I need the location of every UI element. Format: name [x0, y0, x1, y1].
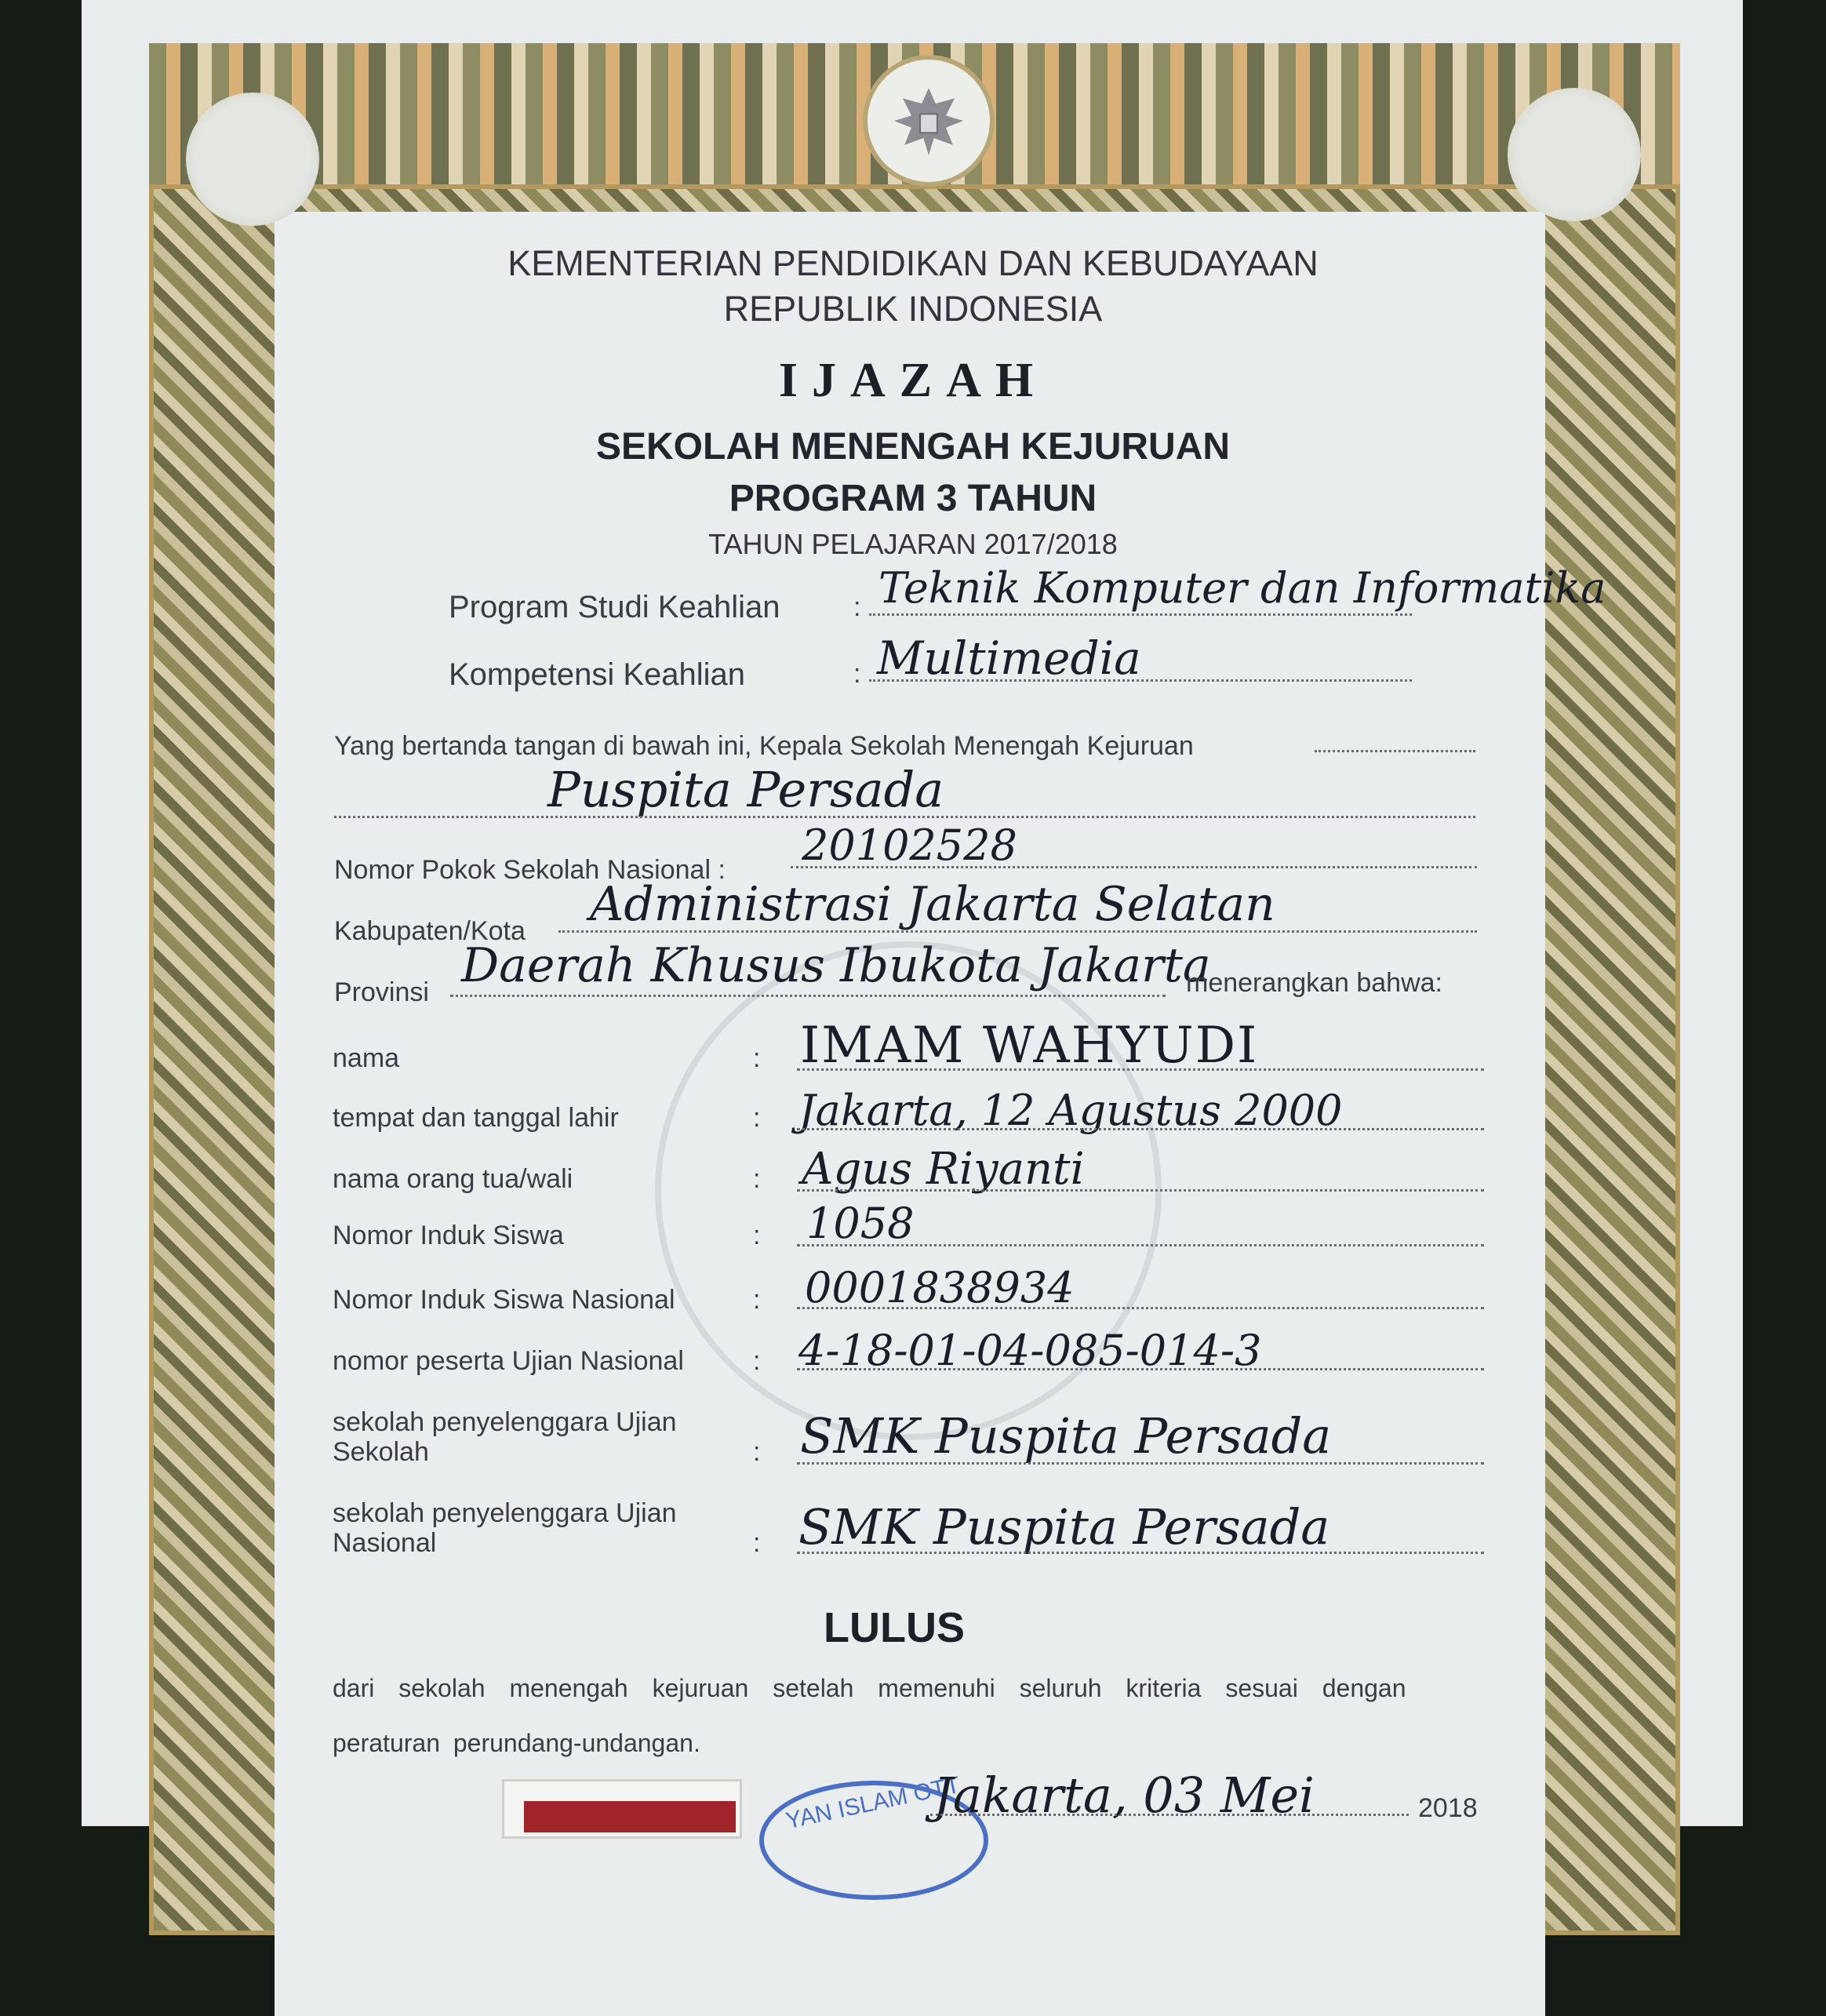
colon: : [753, 1346, 761, 1376]
school-type-heading: SEKOLAH MENENGAH KEJURUAN [595, 426, 1231, 468]
colon: : [753, 1043, 761, 1073]
dotted-line [869, 679, 1412, 682]
document-title: IJAZAH [778, 354, 1048, 407]
kabupaten-value: Administrasi Jakarta Selatan [590, 877, 1275, 932]
nisn-value: 0001838934 [805, 1263, 1075, 1312]
school-exam-value: SMK Puspita Persada [800, 1407, 1332, 1465]
name-label: nama [333, 1043, 400, 1073]
dotted-line [797, 1128, 1484, 1130]
dotted-line [334, 816, 1475, 818]
dotted-line [791, 866, 1477, 868]
dotted-line [797, 1368, 1484, 1370]
dotted-line [797, 1189, 1484, 1192]
academic-year: TAHUN PELAJARAN 2017/2018 [708, 528, 1118, 560]
birth-value: Jakarta, 12 Agustus 2000 [798, 1086, 1343, 1135]
dotted-line [797, 1068, 1484, 1071]
school-exam-label: sekolah penyelenggara Ujian [333, 1407, 677, 1437]
program-value: Teknik Komputer dan Informatika [878, 563, 1606, 613]
kabupaten-label: Kabupaten/Kota [334, 916, 526, 946]
colon: : [853, 659, 861, 689]
colon: : [753, 1437, 761, 1467]
statement-line-1: dari sekolah menengah kejuruan setelah memenuhi seluruh kriteria sesuai dengan [333, 1674, 1406, 1702]
colon: : [753, 1103, 761, 1133]
competency-value: Multimedia [877, 631, 1141, 685]
dotted-line [797, 1462, 1484, 1465]
dotted-line [869, 613, 1412, 616]
colon: : [753, 1221, 761, 1250]
provinsi-label: Provinsi [334, 977, 429, 1007]
national-exam-label: sekolah penyelenggara Ujian [333, 1498, 677, 1528]
parent-label: nama orang tua/wali [333, 1164, 573, 1194]
dotted-line [450, 995, 1166, 997]
exam-number-value: 4-18-01-04-085-014-3 [798, 1326, 1262, 1375]
name-value: IMAM WAHYUDI [800, 1017, 1259, 1075]
intro-text: Yang bertanda tangan di bawah ini, Kepala Sekolah Menengah Kejuruan [334, 731, 1194, 761]
dotted-line [558, 930, 1477, 933]
colon: : [753, 1285, 761, 1315]
exam-number-label: nomor peserta Ujian Nasional [333, 1346, 684, 1376]
place-date-value: Jakarta, 03 Mei [933, 1767, 1315, 1824]
statement-line-2: peraturan perundang-undangan. [333, 1729, 700, 1757]
school-exam-label-line2: Sekolah [333, 1437, 429, 1467]
national-exam-value: SMK Puspita Persada [798, 1498, 1330, 1556]
year-text: 2018 [1418, 1793, 1478, 1823]
dotted-line [797, 1307, 1484, 1309]
program-label: Program Studi Keahlian [449, 590, 780, 624]
dotted-line [930, 1814, 1409, 1816]
dotted-line [1315, 750, 1475, 752]
nis-value: 1058 [806, 1199, 915, 1248]
colon: : [853, 592, 861, 622]
birth-label: tempat dan tanggal lahir [333, 1103, 619, 1133]
states-text: menerangkan bahwa: [1186, 968, 1443, 998]
national-exam-label-line2: Nasional [333, 1528, 437, 1558]
ministry-heading: KEMENTERIAN PENDIDIKAN DAN KEBUDAYAAN [507, 243, 1319, 283]
colon: : [753, 1528, 761, 1558]
dotted-line [797, 1552, 1484, 1554]
parent-value: Agus Riyanti [802, 1144, 1085, 1195]
program-heading: PROGRAM 3 TAHUN [729, 478, 1097, 519]
nis-label: Nomor Induk Siswa [333, 1221, 564, 1250]
stamp-text: YAN ISLAM OTT [783, 1771, 963, 1835]
npsn-label: Nomor Pokok Sekolah Nasional : [334, 855, 726, 885]
nisn-label: Nomor Induk Siswa Nasional [333, 1285, 675, 1315]
school-name-value: Puspita Persada [547, 761, 944, 818]
npsn-value: 20102528 [802, 821, 1017, 870]
dotted-line [797, 1244, 1484, 1246]
colon: : [753, 1164, 761, 1194]
provinsi-value: Daerah Khusus Ibukota Jakarta [461, 938, 1211, 993]
competency-label: Kompetensi Keahlian [449, 657, 746, 692]
country-heading: REPUBLIK INDONESIA [723, 289, 1103, 329]
photo-background [524, 1801, 736, 1832]
result-status: LULUS [824, 1604, 965, 1651]
